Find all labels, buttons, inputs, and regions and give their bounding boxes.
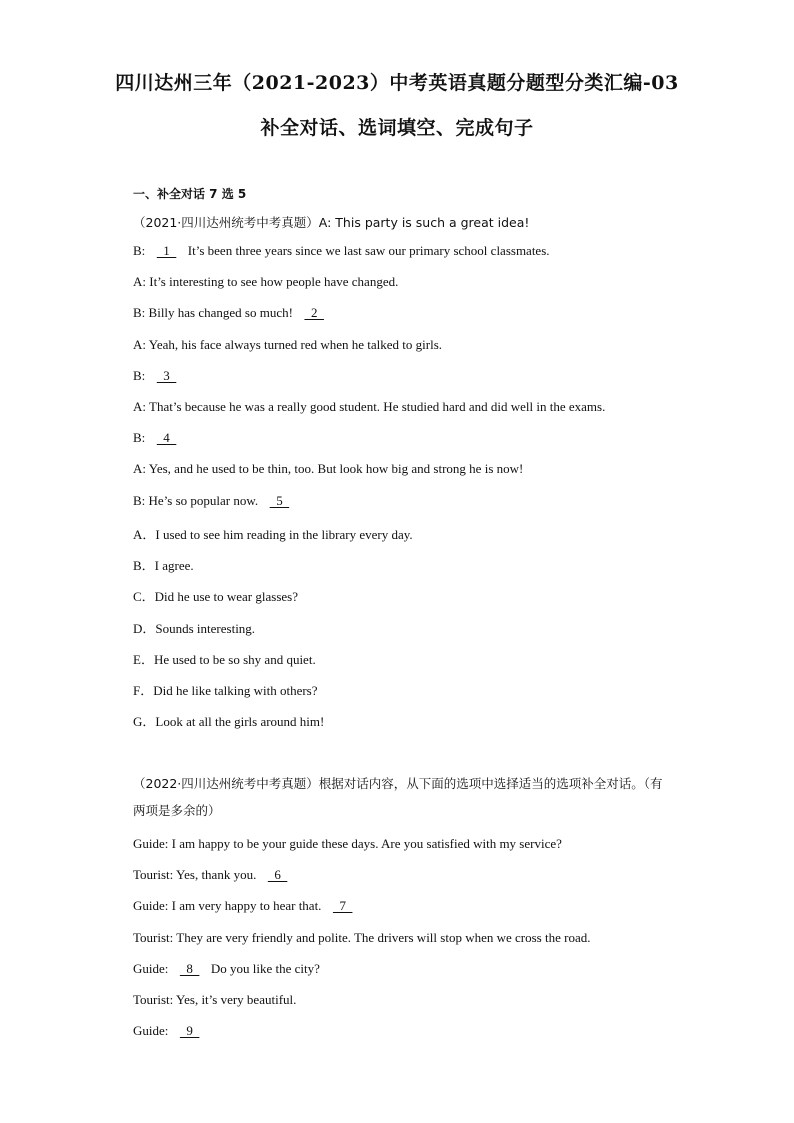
dialogue-text: Guide: I am happy to be your guide these days. Are you satisfied with my service? [133, 836, 562, 851]
dialogue-text: Tourist: They are very friendly and polite. The drivers will stop when we cross the road. [133, 929, 591, 945]
document-title-line-2: 补全对话、选词填空、完成句子 [260, 117, 534, 139]
option-item: G．Look at all the girls around him! [133, 714, 325, 730]
dialogue-line [133, 1023, 208, 1039]
dialogue-line [133, 243, 550, 259]
dialogue-text: Guide: I am very happy to hear that. [133, 898, 325, 914]
dialogue-line [133, 337, 442, 353]
document-title-line-1: 四川达州三年（2021-2023）中考英语真题分题型分类汇编-03 [115, 72, 679, 94]
answer-blank[interactable]: 4 [156, 430, 177, 446]
dialogue-text: A: Yes, and he used to be thin, too. But look how big and strong he is now! [133, 461, 524, 477]
answer-blank[interactable]: 5 [269, 492, 290, 508]
dialogue-text: Tourist: Yes, thank you. [133, 867, 260, 883]
option-item: A．I used to see him reading in the library every day. [133, 527, 413, 542]
answer-blank[interactable]: 1 [156, 243, 177, 258]
dialogue-text: It’s been three years since we last saw our primary school classmates. [184, 243, 550, 258]
dialogue-line [133, 305, 332, 321]
answer-blank[interactable]: 7 [332, 898, 353, 914]
dialogue-line [133, 461, 523, 477]
answer-blank[interactable]: 6 [267, 867, 288, 883]
dialogue-line [133, 930, 590, 946]
dialogue-text: Guide: [133, 960, 172, 976]
answer-blank[interactable]: 2 [304, 305, 324, 321]
dialogue-text: B: He’s so popular now. [133, 492, 262, 508]
option-item: D．Sounds interesting. [133, 620, 256, 636]
dialogue-text: A: It’s interesting to see how people have changed. [133, 274, 399, 290]
dialogue-text: A: That’s because he was a really good student. He studied hard and did well in the exams. [133, 399, 606, 414]
dialogue-text: Tourist: Yes, it’s very beautiful. [133, 992, 297, 1007]
answer-blank[interactable]: 9 [179, 1023, 200, 1039]
dialogue-text: A: Yeah, his face always turned red when he talked to girls. [133, 336, 443, 352]
dialogue-text: Do you like the city? [207, 960, 320, 976]
dialogue-line [133, 992, 296, 1008]
dialogue-text: Guide: [133, 1023, 172, 1039]
dialogue-line [133, 836, 562, 852]
dialogue-line [133, 867, 296, 883]
dialogue-text: B: [133, 430, 149, 446]
option-item: B．I agree. [133, 558, 194, 574]
q1-source: （2021·四川达州统考中考真题）A: This party is such a great idea! [133, 215, 530, 230]
dialogue-line [133, 430, 185, 446]
option-item: E．He used to be so shy and quiet. [133, 651, 316, 667]
option-item: C．Did he use to wear glasses? [133, 589, 298, 605]
answer-blank[interactable]: 3 [156, 367, 177, 383]
dialogue-text: B: [133, 243, 149, 258]
dialogue-line [133, 961, 320, 977]
option-item: F．Did he like talking with others? [133, 683, 318, 698]
dialogue-line [133, 368, 185, 384]
dialogue-line [133, 399, 605, 415]
dialogue-line [133, 493, 297, 509]
dialogue-text: B: [133, 367, 149, 383]
answer-blank[interactable]: 8 [179, 960, 200, 976]
q2-source: （2022·四川达州统考中考真题）根据对话内容，从下面的选项中选择适当的选项补全对话。（有两项是多余的） [133, 776, 663, 818]
section-heading: 一、补全对话 7 选 5 [133, 187, 247, 201]
dialogue-text: B: Billy has changed so much! [133, 305, 297, 321]
dialogue-line [133, 898, 361, 914]
dialogue-line [133, 274, 398, 290]
